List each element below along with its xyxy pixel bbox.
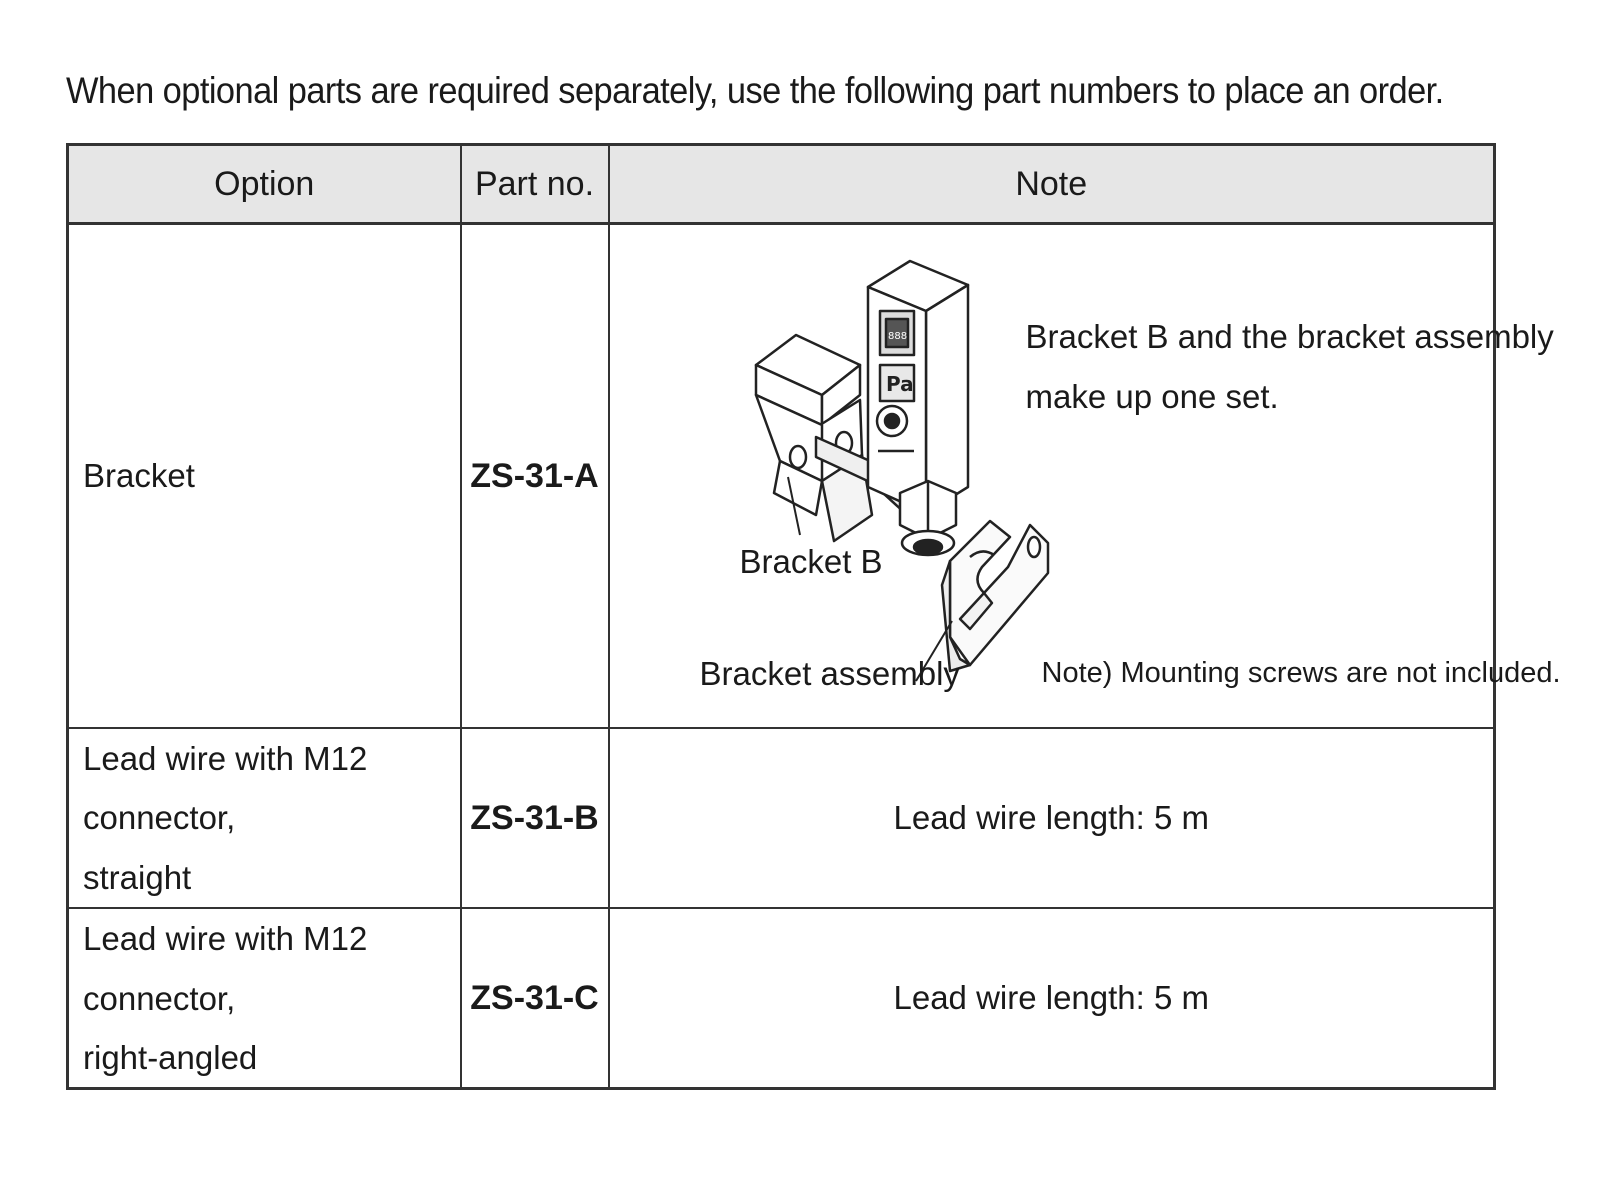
option-label: Bracket [83, 457, 195, 495]
option-label-line-2: straight [83, 858, 192, 896]
mounting-screws-footnote: Note) Mounting screws are not included. [1041, 657, 1561, 689]
bracket-figure [610, 225, 1561, 727]
part-number: ZS-31-A [470, 456, 599, 495]
table-row [68, 728, 1495, 908]
table-row [68, 224, 1495, 729]
part-number-cell [461, 728, 609, 908]
header-option: Option [68, 145, 461, 224]
header-note: Note [609, 145, 1495, 224]
optional-parts-table [66, 143, 1561, 1090]
option-cell [68, 728, 461, 908]
bracket-illustration [610, 225, 1497, 727]
svg-text:888: 888 [887, 331, 907, 342]
intro-text: When optional parts are required separately, use the following part numbers to place an order. [66, 70, 1444, 111]
header-part-no: Part no. [461, 145, 609, 224]
callout-bracket-assembly: Bracket assembly [699, 655, 960, 692]
svg-text:Pa: Pa [885, 372, 914, 396]
option-label-line-2: right-angled [83, 1038, 258, 1076]
option-label-line-1: Lead wire with M12 connector, [83, 920, 368, 1017]
option-cell [68, 908, 461, 1089]
note-text: Lead wire length: 5 m [893, 979, 1209, 1017]
part-number: ZS-31-C [470, 978, 599, 1017]
note-text: Lead wire length: 5 m [893, 799, 1209, 837]
part-number-cell [461, 908, 609, 1089]
part-number: ZS-31-B [470, 798, 599, 837]
table-header-row [68, 145, 1495, 224]
option-cell [68, 224, 461, 729]
description-line-2: make up one set. [1025, 378, 1279, 415]
description-line-1: Bracket B and the bracket assembly [1025, 318, 1554, 355]
option-label-line-1: Lead wire with M12 connector, [83, 740, 368, 837]
note-cell [609, 224, 1561, 729]
note-cell [609, 728, 1495, 908]
table-row [68, 908, 1495, 1089]
note-cell [609, 908, 1495, 1089]
bracket-description [1026, 307, 1554, 427]
callout-bracket-b: Bracket B [739, 543, 883, 580]
part-number-cell [461, 224, 609, 729]
